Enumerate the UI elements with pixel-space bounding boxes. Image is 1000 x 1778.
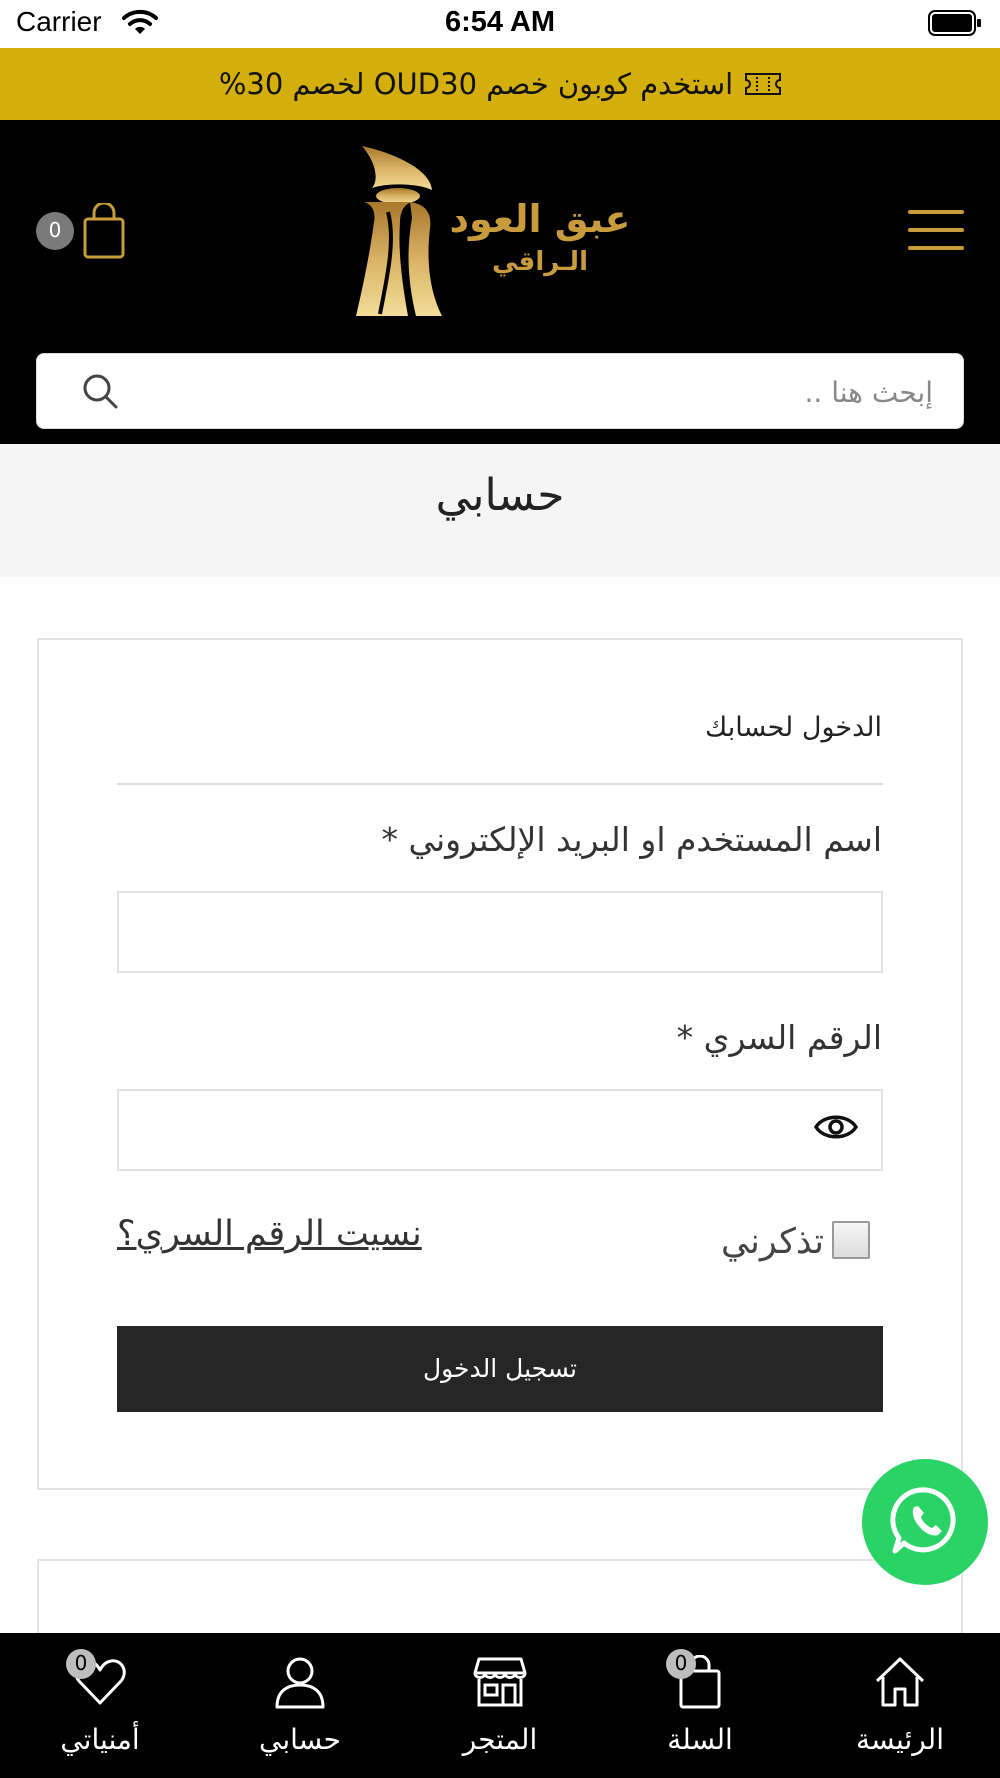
password-label: الرقم السري * (676, 1018, 882, 1057)
divider (117, 783, 883, 785)
ticket-icon (745, 73, 781, 95)
battery-icon (928, 10, 982, 36)
bag-icon (82, 203, 126, 259)
promo-banner[interactable] (0, 48, 1000, 120)
username-label: اسم المستخدم او البريد الإلكتروني * (381, 820, 882, 859)
logo-name-line1: عبق العود (449, 197, 631, 241)
nav-cart[interactable] (600, 1633, 800, 1778)
search-icon[interactable] (81, 372, 119, 410)
menu-icon[interactable] (908, 210, 964, 250)
page-title: حسابي (435, 470, 565, 521)
username-input[interactable] (117, 891, 883, 973)
carrier-label: Carrier (16, 6, 102, 37)
nav-cart-label: السلة (667, 1723, 733, 1756)
brand-logo[interactable] (350, 142, 650, 322)
forgot-password-link[interactable]: نسيت الرقم السري؟ (117, 1214, 422, 1254)
store-icon (473, 1655, 527, 1709)
nav-home[interactable] (800, 1633, 1000, 1778)
cart-count-badge: 0 (36, 212, 74, 250)
remember-me-checkbox[interactable] (832, 1221, 870, 1259)
nav-wishlist[interactable] (0, 1633, 200, 1778)
login-heading: الدخول لحسابك (705, 712, 882, 743)
home-icon (873, 1655, 927, 1709)
password-input[interactable] (117, 1089, 883, 1171)
whatsapp-icon (890, 1485, 962, 1557)
search-input[interactable] (171, 354, 935, 430)
promo-text: استخدم كوبون خصم OUD30 لخصم 30% (218, 67, 734, 101)
status-time: 6:54 AM (444, 6, 556, 38)
eye-icon[interactable] (814, 1110, 858, 1144)
nav-home-label: الرئيسة (856, 1723, 944, 1756)
search-bar (36, 353, 964, 429)
whatsapp-button[interactable] (862, 1459, 988, 1585)
user-icon (273, 1655, 327, 1709)
logo-name-line2: الـراقي (492, 247, 588, 277)
nav-wishlist-label: أمنياتي (60, 1723, 140, 1756)
nav-store-label: المتجر (462, 1723, 538, 1756)
remember-me-label: تذكرني (720, 1222, 824, 1262)
bottom-nav (0, 1633, 1000, 1778)
login-button[interactable]: تسجيل الدخول (117, 1326, 883, 1412)
nav-store[interactable] (400, 1633, 600, 1778)
nav-cart-badge: 0 (666, 1649, 696, 1679)
nav-account-label: حسابي (259, 1723, 341, 1756)
nav-wishlist-badge: 0 (66, 1649, 96, 1679)
nav-account[interactable] (200, 1633, 400, 1778)
